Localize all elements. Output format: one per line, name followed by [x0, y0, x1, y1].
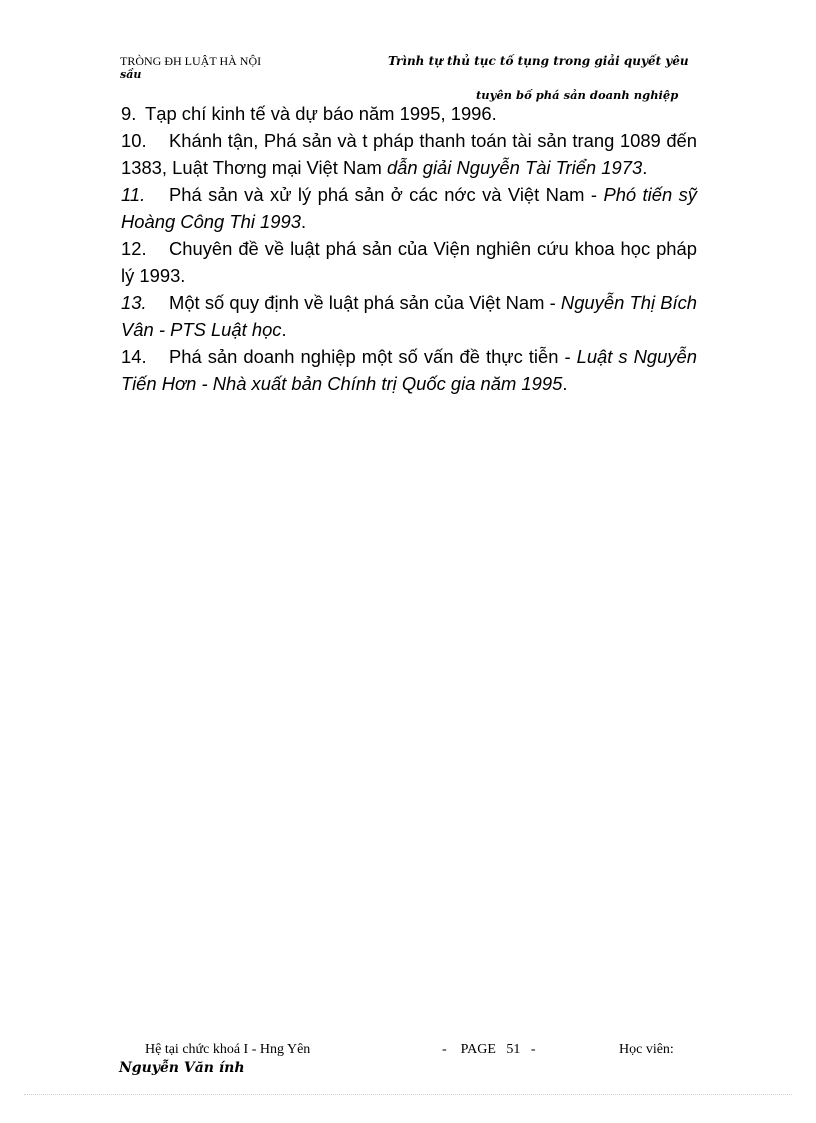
reference-list [121, 100, 697, 397]
footer-student-name: Nguyễn Văn ính [119, 1060, 245, 1076]
reference-author: Nguyễn Thị Bích Vân - PTS Luật học [121, 292, 697, 340]
reference-text: . [642, 157, 648, 178]
reference-text: Tạp chí kinh tế và dự báo năm 1995, 1996. [145, 103, 497, 124]
reference-number: 14. [121, 346, 147, 367]
reference-author: dẫn giải Nguyễn Tài Triển 1973 [386, 157, 643, 178]
reference-item [121, 289, 697, 343]
footer-student-label: Học viên: [619, 1042, 674, 1057]
reference-item [121, 343, 697, 397]
reference-number: 11. [121, 184, 146, 205]
reference-number: 9. [121, 103, 137, 124]
reference-text: . [300, 211, 307, 232]
header-school-line2: sầu [120, 68, 142, 81]
reference-text: Khánh tận, Phá sản và t pháp thanh toán tài sản trang 1089 đến 1383, Luật Thơng mại Việt Nam [121, 130, 697, 178]
reference-text: . [281, 319, 287, 340]
footer-program: Hệ tại chức khoá I - Hng Yên [145, 1042, 311, 1057]
footer-page-number: - PAGE 51 - [442, 1042, 536, 1057]
reference-number: 13. [121, 292, 147, 313]
reference-item [121, 181, 697, 235]
reference-number: 10. [121, 130, 147, 151]
reference-text: Chuyên đề về luật phá sản của Viện nghiên cứu khoa học pháp lý 1993. [121, 238, 697, 286]
page-bottom-divider [24, 1094, 792, 1095]
reference-author: Luật s Nguyễn Tiến Hơn - Nhà xuất bản Chính trị Quốc gia năm 1995 [121, 346, 697, 394]
reference-number: 12. [121, 238, 147, 259]
reference-item [121, 235, 697, 289]
reference-item [121, 127, 697, 181]
header-school-line1: TRÒNG ĐH LUẬT HÀ NỘI [120, 54, 262, 68]
reference-text: . [562, 373, 568, 394]
reference-text: Một số quy định về luật phá sản của Việt Nam - [169, 292, 561, 313]
header-topic-line1: Trình tự thủ tục tố tụng trong giải quyết yêu [388, 54, 689, 68]
header-topic-line2: tuyên bố phá sản doanh nghiệp [476, 88, 679, 102]
reference-text: Phá sản doanh nghiệp một số vấn đề thực tiễn - [169, 346, 577, 367]
reference-author: Phó tiến sỹ Hoàng Công Thi 1993 [121, 184, 698, 232]
header-school [120, 55, 320, 81]
reference-item [121, 100, 697, 127]
reference-text: Phá sản và xử lý phá sản ở các nớc và Việt Nam - [169, 184, 604, 205]
